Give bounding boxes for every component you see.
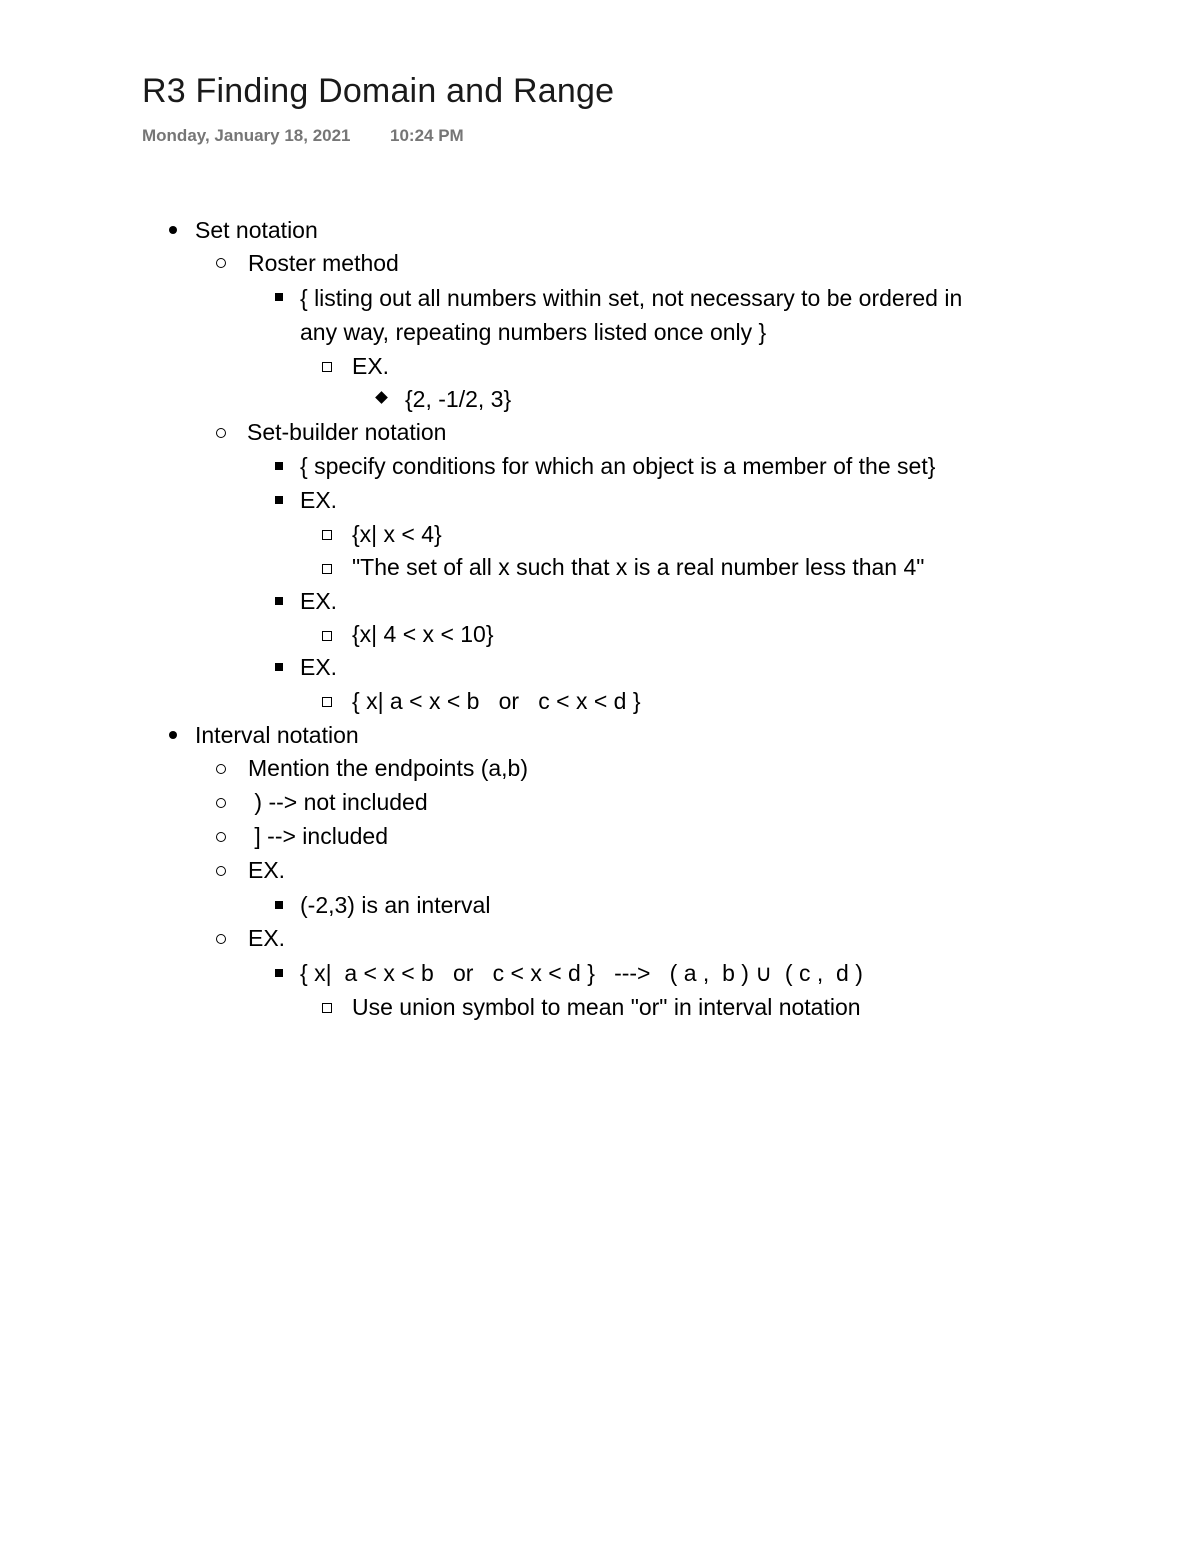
square-bullet-icon <box>275 597 283 605</box>
hollow-square-bullet-icon <box>322 697 332 707</box>
circle-bullet-icon <box>216 866 226 876</box>
outline-in-ex2: EX. <box>248 925 286 951</box>
outline-sb-ex3: EX. <box>300 654 338 680</box>
outline-in-ex1: EX. <box>248 857 286 883</box>
outline-in-ex1-a: (-2,3) is an interval <box>300 892 491 918</box>
hollow-square-bullet-icon <box>322 631 332 641</box>
hollow-square-bullet-icon <box>322 362 332 372</box>
outline-in-endpoints: Mention the endpoints (a,b) <box>248 755 529 781</box>
circle-bullet-icon <box>216 764 226 774</box>
hollow-square-bullet-icon <box>322 564 332 574</box>
outline-roster-method: Roster method <box>248 250 399 276</box>
outline-in-ex2-b: Use union symbol to mean "or" in interval notation <box>352 994 861 1020</box>
outline-roster-ex-value: {2, -1/2, 3} <box>405 386 512 412</box>
outline-roster-ex: EX. <box>352 353 390 379</box>
square-bullet-icon <box>275 293 283 301</box>
outline-set-notation: Set notation <box>195 217 318 243</box>
outline-in-paren: ) --> not included <box>248 789 428 815</box>
circle-bullet-icon <box>216 798 226 808</box>
outline-roster-desc-2: any way, repeating numbers listed once only } <box>300 319 767 345</box>
outline-sb-ex2-a: {x| 4 < x < 10} <box>352 621 494 647</box>
circle-bullet-icon <box>216 258 226 268</box>
outline-sb-ex1-a: {x| x < 4} <box>352 521 442 547</box>
disc-bullet-icon <box>169 226 177 234</box>
outline-in-ex2-a: { x| a < x < b or c < x < d } ---> ( a , b ) ∪ ( c , d ) <box>300 960 863 986</box>
hollow-square-bullet-icon <box>322 1003 332 1013</box>
outline-sb-ex3-a: { x| a < x < b or c < x < d } <box>352 688 641 714</box>
outline-set-builder: Set-builder notation <box>247 419 447 445</box>
outline-sb-ex1: EX. <box>300 487 338 513</box>
page-date: Monday, January 18, 2021 <box>142 126 351 145</box>
disc-bullet-icon <box>169 731 177 739</box>
circle-bullet-icon <box>216 934 226 944</box>
page-title: R3 Finding Domain and Range <box>142 72 615 110</box>
square-bullet-icon <box>275 663 283 671</box>
outline-set-builder-desc: { specify conditions for which an object is a member of the set} <box>300 453 936 479</box>
square-bullet-icon <box>275 496 283 504</box>
square-bullet-icon <box>275 462 283 470</box>
circle-bullet-icon <box>216 428 226 438</box>
outline-interval-notation: Interval notation <box>195 722 359 748</box>
outline-in-bracket: ] --> included <box>248 823 388 849</box>
diamond-bullet-icon <box>375 391 388 404</box>
square-bullet-icon <box>275 901 283 909</box>
page-time: 10:24 PM <box>390 126 464 145</box>
square-bullet-icon <box>275 969 283 977</box>
outline-sb-ex1-b: "The set of all x such that x is a real number less than 4" <box>352 554 925 580</box>
outline-sb-ex2: EX. <box>300 588 338 614</box>
hollow-square-bullet-icon <box>322 530 332 540</box>
outline-roster-desc-1: { listing out all numbers within set, not necessary to be ordered in <box>300 285 963 311</box>
circle-bullet-icon <box>216 832 226 842</box>
